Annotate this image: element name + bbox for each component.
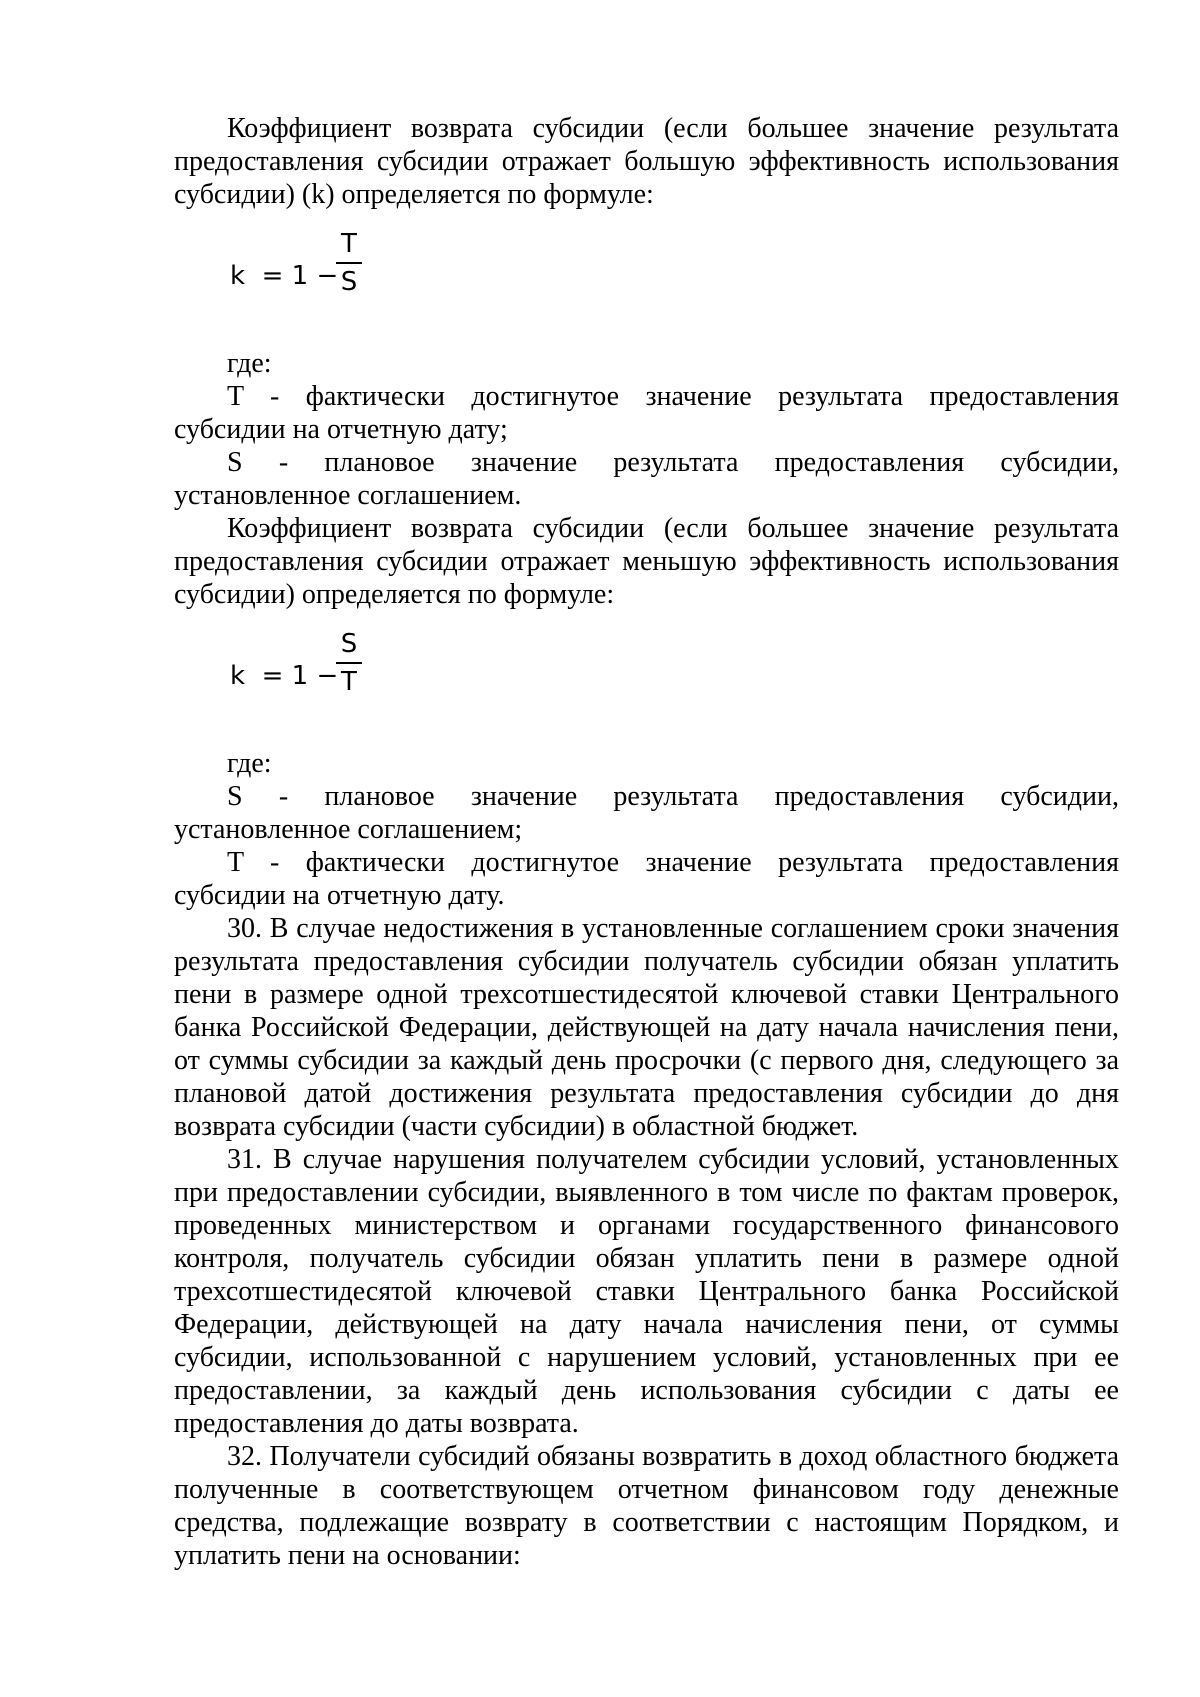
paragraph-31: 31. В случае нарушения получателем субсидии условий, установленных при предоставлении субсидии, выявленного в том числе по фактам проверок, проведенных министерством и органами государственного финансового контроля, получатель субсидии обязан уплатить пени в размере одной трехсотшестидесятой ключевой ставки Центрального банка Российской Федерации, действующей на дату начала начисления пени, от суммы субсидии, использованной с нарушением условий, установленных при ее предоставлении, за каждый день использования субсидии с даты ее предоставления до даты возврата. (174, 1144, 1119, 1439)
formula-1-denominator: S (340, 267, 358, 297)
formula-1-numerator: T (341, 229, 357, 259)
formula-2-denominator: T (341, 667, 357, 697)
formula-2-fraction (336, 629, 362, 697)
formula-1-fraction (336, 229, 362, 297)
definition-1-t: T - фактически достигнутое значение результата предоставления субсидии на отчетную дату; (174, 381, 1119, 445)
formula-1 (174, 225, 1119, 337)
definition-2-t: T - фактически достигнутое значение результата предоставления субсидии на отчетную дату. (174, 847, 1119, 911)
document-page (174, 112, 1119, 1572)
formula-1-fraction-bar (336, 262, 362, 264)
formula-2-fraction-bar (336, 662, 362, 664)
formula-2 (174, 625, 1119, 737)
formula-2-numerator: S (340, 629, 358, 659)
paragraph-coefficient-2: Коэффициент возврата субсидии (если большее значение результата предоставления субсидии отражает меньшую эффективность использования субсидии) определяется по формуле: (174, 513, 1119, 610)
definition-1-s: S - плановое значение результата предоставления субсидии, установленное соглашением. (174, 447, 1119, 511)
formula-2-lhs: k = 1 − (230, 661, 339, 691)
paragraph-32: 32. Получатели субсидий обязаны возвратить в доход областного бюджета полученные в соответствующем отчетном финансовом году денежные средства, подлежащие возврату в соответствии с настоящим Порядком, и уплатить пени на основании: (174, 1441, 1119, 1571)
formula-1-lhs: k = 1 − (230, 261, 339, 291)
where-label-1: где: (227, 348, 272, 379)
where-label-2: где: (227, 748, 272, 779)
paragraph-coefficient-1: Коэффициент возврата субсидии (если большее значение результата предоставления субсидии отражает большую эффективность использования субсидии) (k) определяется по формуле: (174, 113, 1119, 210)
paragraph-30: 30. В случае недостижения в установленные соглашением сроки значения результата предоставления субсидии получатель субсидии обязан уплатить пени в размере одной трехсотшестидесятой ключевой ставки Центрального банка Российской Федерации, действующей на дату начала начисления пени, от суммы субсидии за каждый день просрочки (с первого дня, следующего за плановой датой достижения результата предоставления субсидии до дня возврата субсидии (части субсидии) в областной бюджет. (174, 913, 1119, 1142)
definition-2-s: S - плановое значение результата предоставления субсидии, установленное соглашением; (174, 781, 1119, 845)
